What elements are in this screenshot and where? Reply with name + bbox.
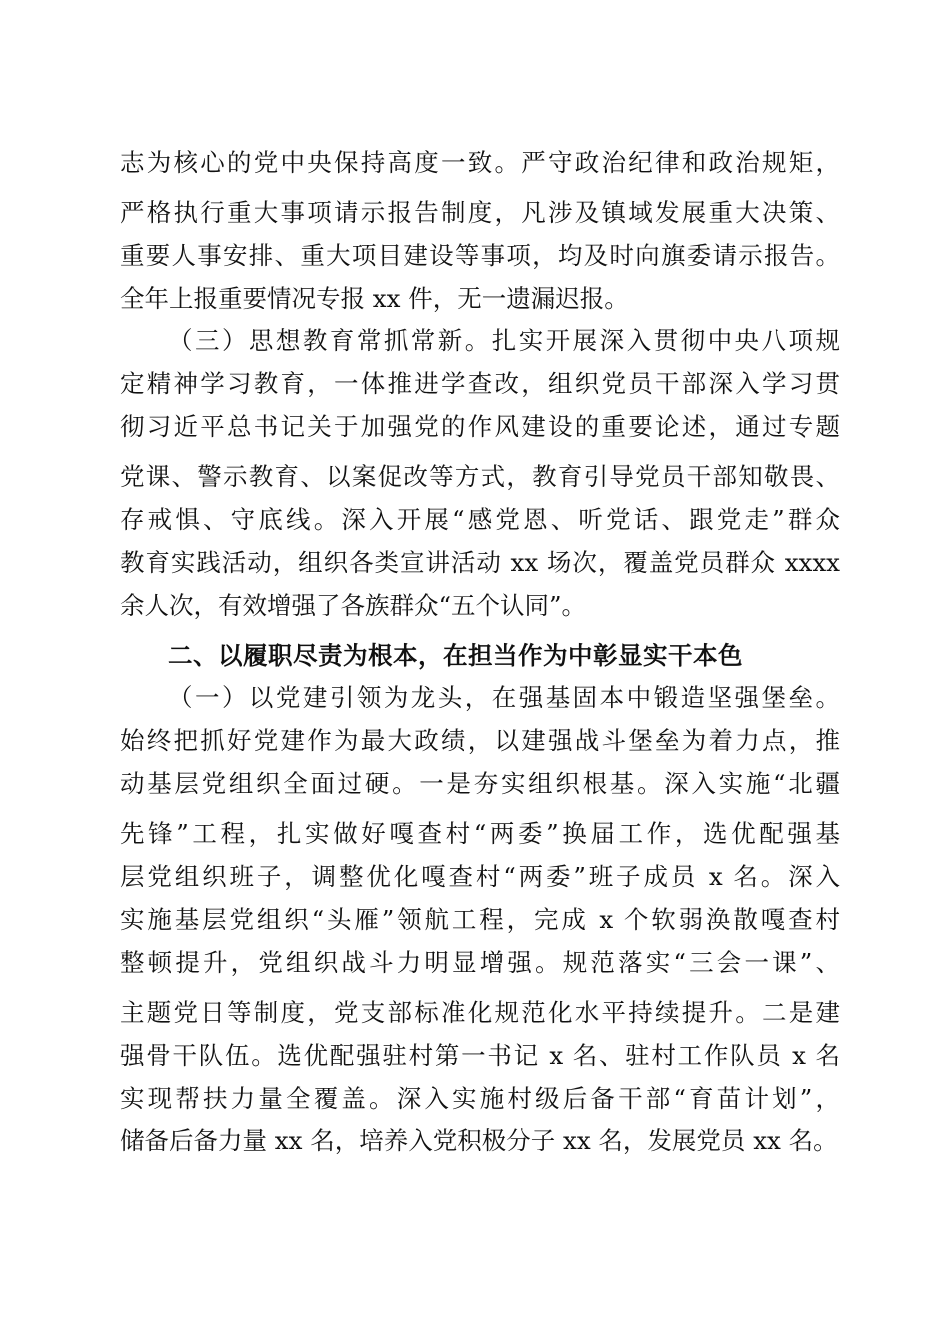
body-text-line: 彻习近平总书记关于加强党的作风建设的重要论述，通过专题	[120, 412, 840, 441]
subheading-line: （一）以党建引领为龙头，在强基固本中锻造坚强堡垒。	[168, 683, 840, 712]
subheading-line: （三）思想教育常抓常新。扎实开展深入贯彻中央八项规	[168, 326, 840, 355]
body-text-line: 强骨干队伍。选优配强驻村第一书记 x 名、驻村工作队员 x 名	[120, 1041, 840, 1070]
body-text-line: 层党组织班子，调整优化嘎查村“两委”班子成员 x 名。深入	[120, 862, 840, 891]
body-text-line: 余人次，有效增强了各族群众“五个认同”。	[120, 591, 587, 620]
body-text-line: 志为核心的党中央保持高度一致。严守政治纪律和政治规矩，	[120, 148, 840, 177]
body-text-line: 存戒惧、守底线。深入开展“感党恩、听党话、跟党走”群众	[120, 505, 840, 534]
body-text-line: 实施基层党组织“头雁”领航工程，完成 x 个软弱涣散嘎查村	[120, 905, 840, 934]
body-text-line: 整顿提升，党组织战斗力明显增强。规范落实“三会一课”、	[120, 948, 840, 977]
section-heading: 二、以履职尽责为根本，在担当作为中彰显实干本色	[168, 641, 743, 670]
body-text-line: 始终把抓好党建作为最大政绩，以建强战斗堡垒为着力点，推	[120, 726, 840, 755]
body-text-line: 动基层党组织全面过硬。一是夯实组织根基。深入实施“北疆	[120, 769, 840, 798]
body-text-line: 定精神学习教育，一体推进学查改，组织党员干部深入学习贯	[120, 369, 840, 398]
body-text-line: 全年上报重要情况专报 xx 件，无一遗漏迟报。	[120, 284, 629, 313]
body-text-line: 重要人事安排、重大项目建设等事项，均及时向旗委请示报告。	[120, 241, 840, 270]
body-text-line: 实现帮扶力量全覆盖。深入实施村级后备干部“育苗计划”，	[120, 1084, 840, 1113]
body-text-line: 严格执行重大事项请示报告制度，凡涉及镇域发展重大决策、	[120, 198, 840, 227]
body-text-line: 党课、警示教育、以案促改等方式，教育引导党员干部知敬畏、	[120, 462, 840, 491]
body-text-line: 先锋”工程，扎实做好嘎查村“两委”换届工作，选优配强基	[120, 819, 840, 848]
body-text-line: 教育实践活动，组织各类宣讲活动 xx 场次，覆盖党员群众 xxxx	[120, 548, 840, 577]
body-text-line: 主题党日等制度，党支部标准化规范化水平持续提升。二是建	[120, 998, 840, 1027]
body-text-line: 储备后备力量 xx 名，培养入党积极分子 xx 名，发展党员 xx 名。	[120, 1126, 838, 1155]
